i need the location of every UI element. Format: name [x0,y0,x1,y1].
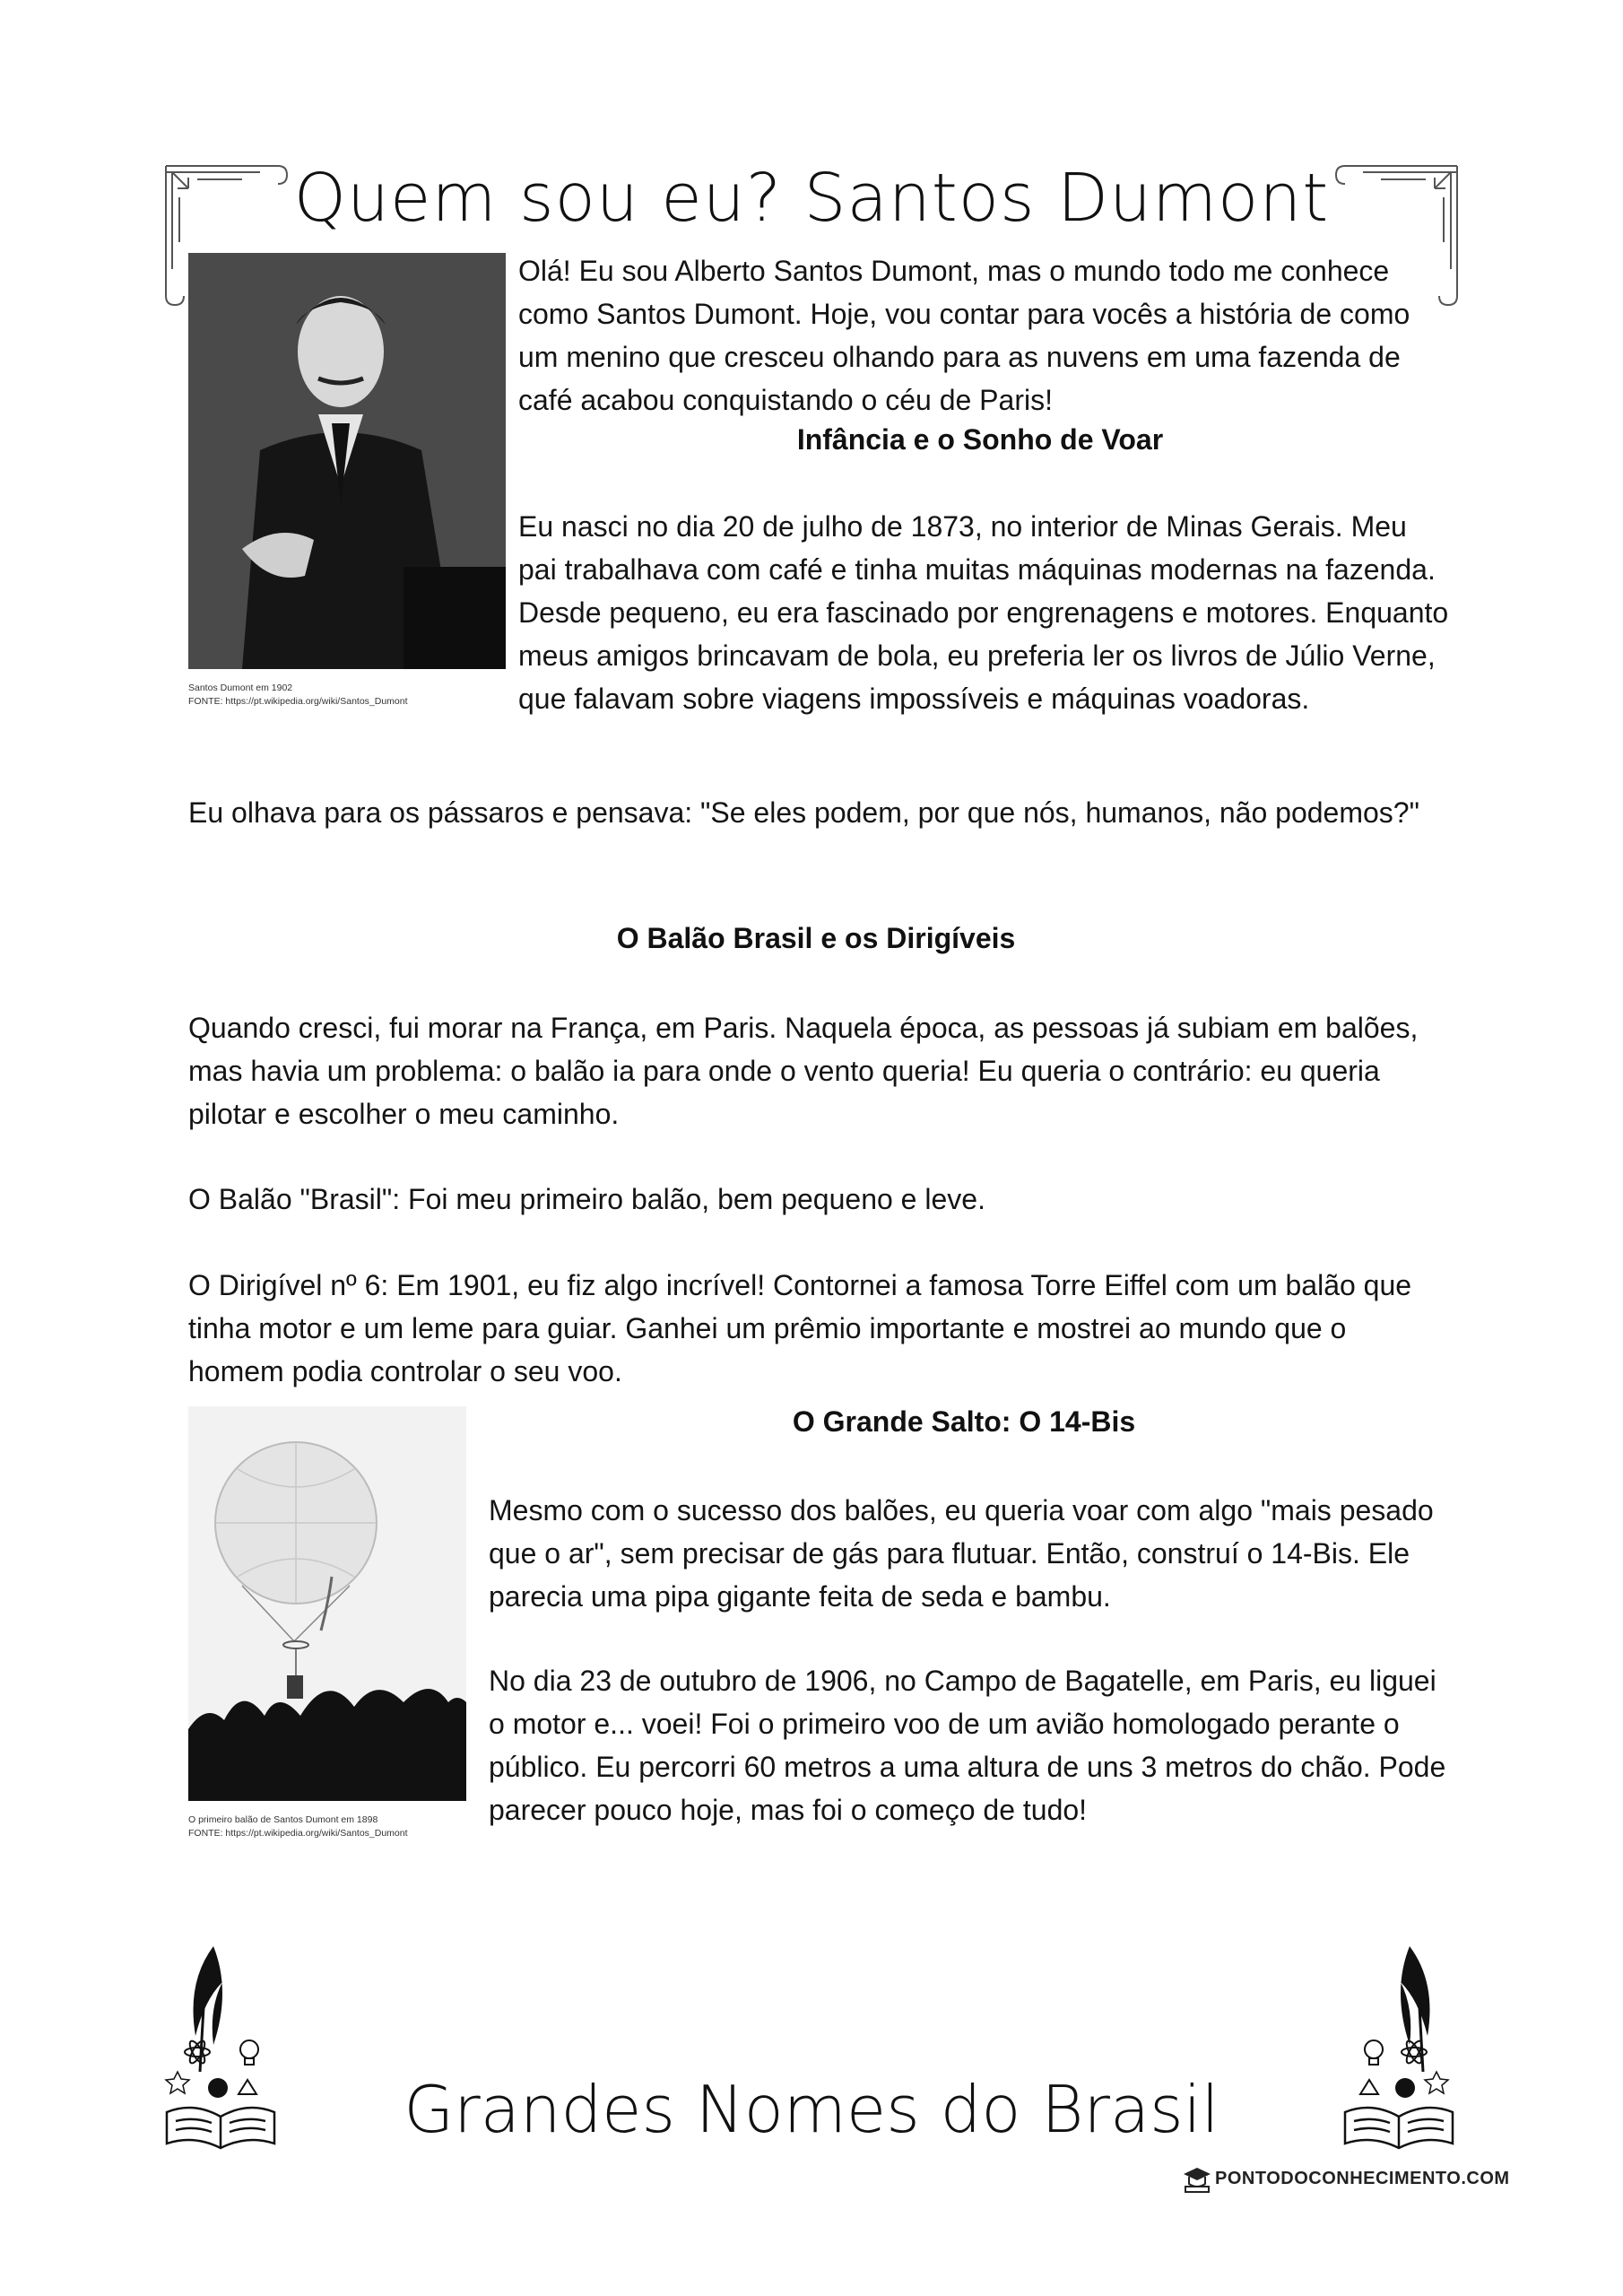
balloon-illustration [188,1406,466,1801]
section-heading-14bis: O Grande Salto: O 14-Bis [792,1405,1136,1438]
balao-paragraph-2: O Balão "Brasil": Foi meu primeiro balão, bem pequeno e leve. [188,1183,985,1215]
portrait-illustration [188,253,506,669]
quill-icon [194,1946,223,2072]
graduation-cap-icon [1182,2163,1212,2194]
portrait-caption-line2: FONTE: https://pt.wikipedia.org/wiki/Santos_Dumont [188,696,408,707]
atom-icon [185,2039,210,2065]
balao-paragraph-1: Quando cresci, fui morar na França, em Paris. Naquela época, as pessoas já subiam em balões, mas havia um problema: o balão ia para onde o vento queria! Eu queria o contrário: eu queria pilotar e escolher o meu caminho. [188,1012,1419,1130]
balloon-caption [188,1813,511,1840]
portrait-caption [188,682,511,709]
footer-title: Grandes Nomes do Brasil [404,2072,1219,2147]
intro-paragraph: Olá! Eu sou Alberto Santos Dumont, mas o mundo todo me conhece como Santos Dumont. Hoje, vou contar para vocês a história de como um menino que cresceu olhando para as nuvens em uma fazenda de café acabou conquistando o céu de Paris! [518,255,1410,416]
infancia-paragraph-2: Eu olhava para os pássaros e pensava: "Se eles podem, por que nós, humanos, não podemos?" [188,796,1419,829]
14bis-paragraph-1: Mesmo com o sucesso dos balões, eu queria voar com algo "mais pesado que o ar", sem precisar de gás para flutuar. Então, construí o 14-Bis. Ele parecia uma pipa gigante feita de seda e bambu. [489,1494,1434,1613]
14bis-paragraph-2: No dia 23 de outubro de 1906, no Campo de Bagatelle, em Paris, eu liguei o motor e... voei! Foi o primeiro voo de um avião homologado perante o público. Eu percorri 60 metros a uma altura de uns 3 metros do chão. Pode parecer pouco hoje, mas foi o começo de tudo! [489,1665,1446,1826]
section-heading-infancia: Infância e o Sonho de Voar [796,423,1164,456]
site-link[interactable]: PONTODOCONHECIMENTO.COM [1215,2169,1510,2188]
portrait-caption-line1: Santos Dumont em 1902 [188,683,293,693]
balloon-photo [188,1406,466,1801]
infancia-paragraph-1: Eu nasci no dia 20 de julho de 1873, no interior de Minas Gerais. Meu pai trabalhava com café e tinha muitas máquinas modernas na fazenda. Desde pequeno, eu era fascinado por engrenagens e motores. Enquanto meus amigos brincavam de bola, eu preferia ler os livros de Júlio Verne, que falavam sobre viagens impossíveis e máquinas voadoras. [518,510,1449,715]
page-title: Quem sou eu? Santos Dumont [293,160,1330,237]
lightbulb-icon [240,2040,258,2065]
balao-paragraph-3: O Dirigível nº 6: Em 1901, eu fiz algo incrível! Contornei a famosa Torre Eiffel com um balão que tinha motor e um leme para guiar. Ganhei um prêmio importante e mostrei ao mundo que o homem podia controlar o seu voo. [188,1269,1412,1387]
balloon-caption-line2: FONTE: https://pt.wikipedia.org/wiki/Santos_Dumont [188,1828,408,1839]
section-heading-balao: O Balão Brasil e os Dirigíveis [616,922,1016,954]
portrait-photo [188,253,506,669]
balloon-caption-line1: O primeiro balão de Santos Dumont em 1898 [188,1814,378,1825]
lightbulb-icon [1365,2040,1383,2065]
